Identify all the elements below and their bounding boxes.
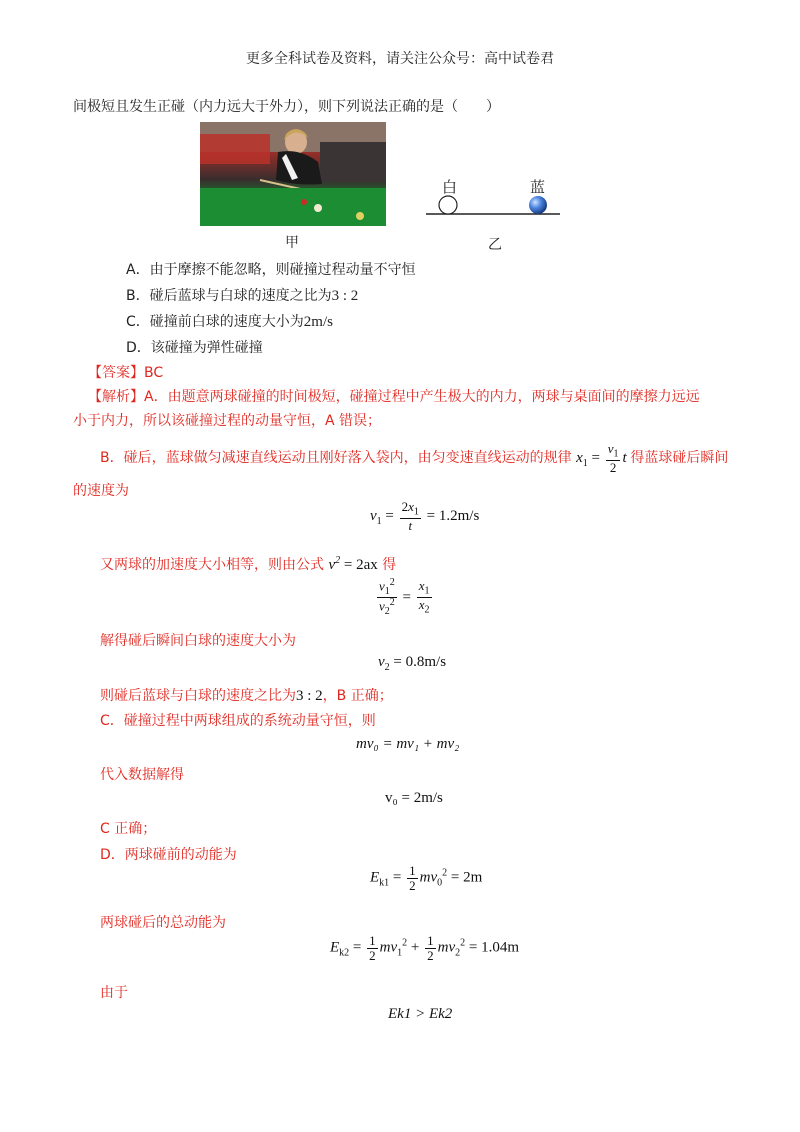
- analysis-c-line: C．碰撞过程中两球组成的系统动量守恒，则: [100, 713, 376, 729]
- snooker-photo: [200, 122, 386, 226]
- blue-ball: [529, 196, 547, 214]
- snooker-player-illustration: [200, 122, 386, 226]
- equation-v1: $v_1$ = $\frac{2x_1}{t}$ = 1.2m/s: [370, 499, 480, 534]
- option-d: D．该碰撞为弹性碰撞: [126, 340, 263, 356]
- analysis-since: 由于: [100, 985, 128, 1001]
- option-c: [126, 311, 333, 331]
- analysis-a-line2: 小于内力，所以该碰撞过程的动量守恒，A 错误；: [73, 413, 382, 429]
- answer-value: BC: [144, 365, 164, 381]
- analysis-ratio-tail: ，B 正确；: [322, 688, 393, 704]
- answer-line: [88, 362, 163, 382]
- equation-v1-rhs: = 1.2m/s: [426, 507, 480, 524]
- analysis-substitute: 代入数据解得: [100, 767, 184, 783]
- analysis-d-line: D．两球碰前的动能为: [100, 847, 237, 863]
- equation-ek2-rhs: = 1.04m: [468, 939, 519, 956]
- analysis-accel-line: [100, 554, 396, 574]
- equation-v0: v₀ = 2m/s: [385, 790, 443, 806]
- equation-ek1-rhs: = 2m: [450, 869, 483, 886]
- blue-ball-label: 蓝: [530, 178, 546, 196]
- analysis-total-ke: 两球碰后的总动能为: [100, 915, 226, 931]
- analysis-c-correct: C 正确；: [100, 821, 157, 837]
- equation-v2-rhs: = 0.8m/s: [393, 654, 447, 670]
- equation-ek1: $E_{k1}$ = $\frac{1}{2}$ $mv_0^2 = 2m$: [370, 863, 483, 893]
- white-ball: [439, 196, 457, 214]
- answer-tag: 【答案】: [88, 365, 144, 381]
- equation-momentum: mv₀ = mv₁ + mv₂: [356, 736, 460, 752]
- option-b: [126, 285, 358, 305]
- analysis-b-intro-tail: 得蓝球碰后瞬间: [630, 449, 729, 466]
- analysis-ratio-line: [100, 685, 393, 705]
- analysis-solve-white: 解得碰后瞬间白球的速度大小为: [100, 633, 296, 649]
- equation-compare: Ek1 > Ek2: [388, 1006, 453, 1022]
- figure-label-yi: 乙: [488, 237, 502, 253]
- page-header: 更多全科试卷及资料，请关注公众号：高中试卷君: [246, 51, 554, 67]
- option-c-value: 2m/s: [303, 314, 333, 330]
- equation-ek2: $E_{k2}$ = $\frac{1}{2}$ $mv_1^2$ + $\frac{1}{2}$ $mv_2^2 = 1.04m$: [330, 933, 519, 963]
- analysis-ratio-text: 则碰后蓝球与白球的速度之比为: [100, 688, 296, 704]
- white-ball-label: 白: [442, 178, 458, 196]
- analysis-b-intro-text: B．碰后，蓝球做匀减速直线运动且刚好落入袋内，由匀变速直线运动的规律: [100, 449, 572, 466]
- analysis-tag: 【解析】: [88, 389, 144, 405]
- analysis-a-line1: [88, 386, 700, 406]
- analysis-accel-text: 又两球的加速度大小相等，则由公式: [100, 557, 324, 573]
- option-a: A．由于摩擦不能忽略，则碰撞过程动量不守恒: [126, 262, 416, 278]
- analysis-accel-tail: 得: [382, 557, 397, 573]
- figure-label-jia: 甲: [285, 235, 299, 251]
- analysis-b-intro: [100, 442, 728, 475]
- formula-v2-2ax: $v^2 = 2ax$: [328, 555, 378, 573]
- option-b-ratio: 3 : 2: [331, 288, 359, 304]
- question-text: 间极短且发生正碰（内力远大于外力），则下列说法正确的是（ ）: [73, 99, 500, 115]
- option-b-text: B．碰后蓝球与白球的速度之比为: [126, 288, 332, 304]
- equation-ratio: $\frac{v_1^2}{v_2^2}$ = $\frac{x_1}{x_2}$: [379, 577, 430, 618]
- equation-v2: $v_2 = 0.8m/s$: [378, 654, 447, 673]
- analysis-b-intro2: 的速度为: [73, 483, 129, 499]
- analysis-ratio-value: 3 : 2: [296, 688, 323, 704]
- formula-2ax: = 2ax: [343, 557, 378, 573]
- option-c-text: C．碰撞前白球的速度大小为: [126, 314, 304, 330]
- formula-x1: $x_1$ = $\frac{v_1}{2}$ t: [576, 441, 627, 476]
- analysis-a-text: A．由题意两球碰撞的时间极短，碰撞过程中产生极大的内力，两球与桌面间的摩擦力远远: [144, 389, 700, 405]
